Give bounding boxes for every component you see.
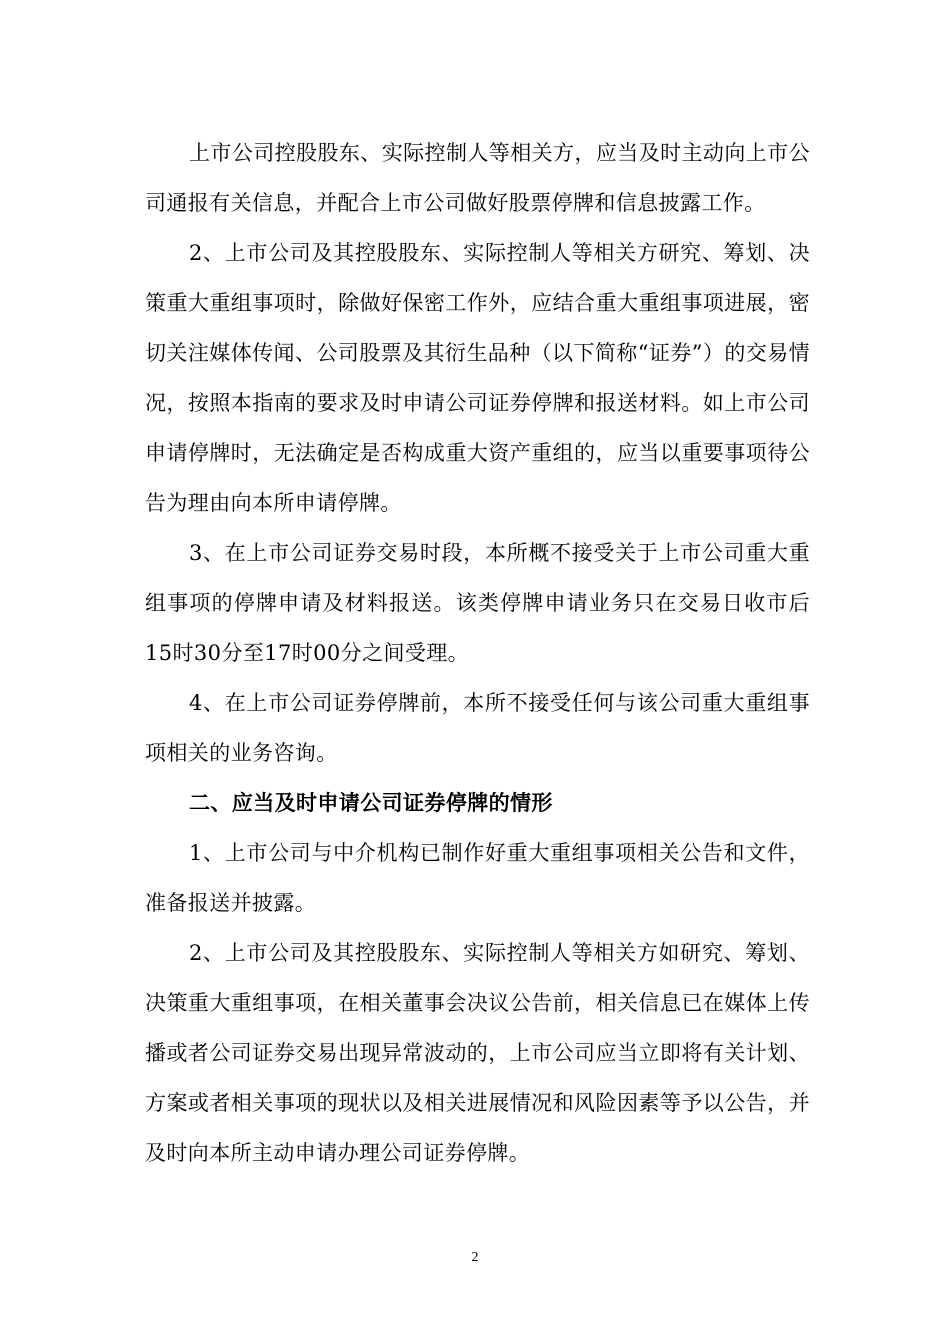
section-heading: 二、应当及时申请公司证券停牌的情形 <box>189 790 553 815</box>
paragraph-item-4-consultation: 4、在上市公司证券停牌前，本所不接受任何与该公司重大重组事项相关的业务咨询。 <box>145 691 810 765</box>
section-paragraph-2: 2、上市公司及其控股股东、实际控制人等相关方如研究、筹划、决策重大重组事项，在相关董事会决议公告前，相关信息已在媒体上传播或者公司证券交易出现异常波动的，上市公司应当立即将有关计划、方案或者相关事项的现状以及相关进展情况和风险因素等予以公告，并及时向本所主动申请办理公司证券停牌。 <box>145 941 810 1165</box>
paragraph-related-parties-notify: 上市公司控股股东、实际控制人等相关方，应当及时主动向上市公司通报有关信息，并配合上市公司做好股票停牌和信息披露工作。 <box>145 141 810 215</box>
paragraph-item-2-planning: 2、上市公司及其控股股东、实际控制人等相关方研究、筹划、决策重大重组事项时，除做好保密工作外，应结合重大重组事项进展，密切关注媒体传闻、公司股票及其衍生品种（以下简称“证券”）的交易情况，按照本指南的要求及时申请公司证券停牌和报送材料。如上市公司申请停牌时，无法确定是否构成重大资产重组的，应当以重要事项待公告为理由向本所申请停牌。 <box>145 241 810 515</box>
document-body <box>145 128 810 1178</box>
section-paragraph-1: 1、上市公司与中介机构已制作好重大重组事项相关公告和文件，准备报送并披露。 <box>145 841 810 915</box>
page-number: 2 <box>471 1250 479 1265</box>
paragraph-item-3-trading-hours: 3、在上市公司证券交易时段，本所概不接受关于上市公司重大重组事项的停牌申请及材料报送。该类停牌申请业务只在交易日收市后15时30分至17时00分之间受理。 <box>145 541 810 665</box>
